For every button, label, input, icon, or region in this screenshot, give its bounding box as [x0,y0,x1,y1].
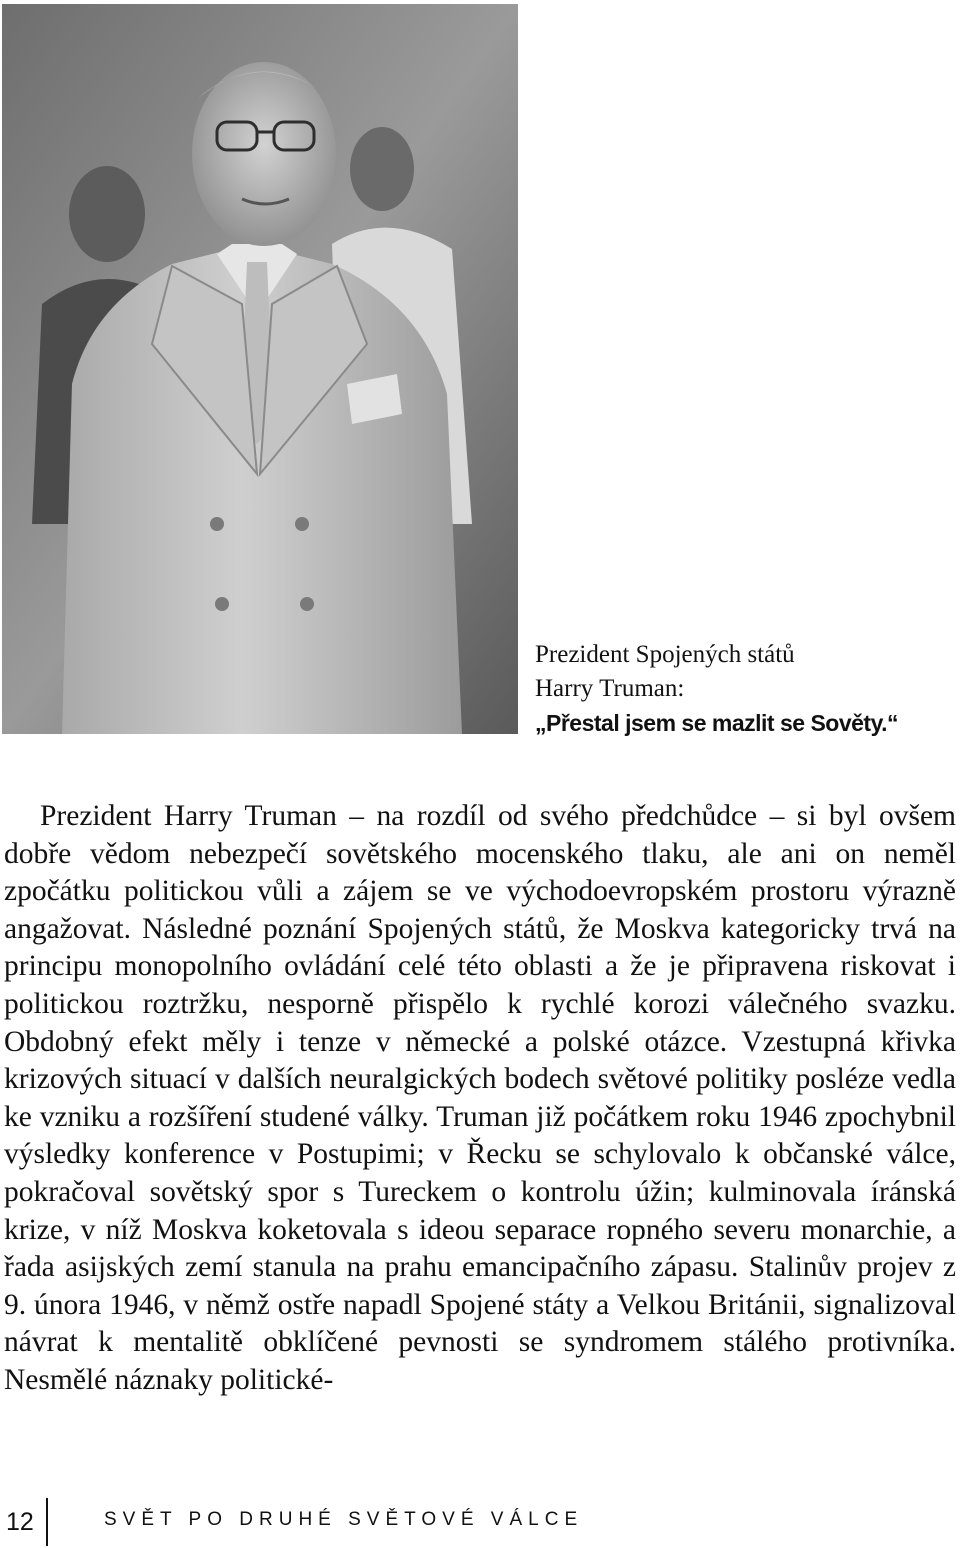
page-footer [0,1490,960,1548]
caption-line-2: Harry Truman: [535,675,685,702]
footer-divider [46,1498,48,1546]
caption-line-1: Prezident Spojených států [535,641,795,668]
photo-caption [535,638,955,740]
truman-photo [2,4,518,734]
caption-quote: „Přestal jsem se mazlit se Sověty.“ [535,710,899,736]
running-head: SVĚT PO DRUHÉ SVĚTOVÉ VÁLCE [104,1509,584,1530]
portrait-image [2,4,518,734]
body-paragraph: Prezident Harry Truman – na rozdíl od svého předchůdce – si byl ovšem dobře vědom nebezpečí sovětského mocenského tlaku, ale ani on neměl zpočátku politickou vůli a zájem se ve východoevropském prostoru výrazně angažovat. Následné poznání Spojených států, že Moskva kategoricky trvá na principu monopolního ovládání celé této oblasti a že je připravena riskovat i politickou roztržku, nesporně přispělo k rychlé korozi válečného svazku. Obdobný efekt měly i tenze v německé a polské otázce. Vzestupná křivka krizových situací v dalších neuralgických bodech světové politiky posléze vedla ke vzniku a rozšíření studené války. Truman již počátkem roku 1946 zpochybnil výsledky konference v Postupimi; v Řecku se schylovalo k občanské válce, pokračoval sovětský spor s Tureckem o kontrolu úžin; kulminovala íránská krize, v níž Moskva koketovala s ideou separace ropného severu monarchie, a řada asijských zemí stanula na prahu emancipačního zápasu. Stalinův projev z 9. února 1946, v němž ostře napadl Spojené státy a Velkou Británii, signalizoval návrat k mentalitě obklíčené pevnosti se syndromem stálého protivníka. Nesmělé náznaky politické- [4,800,956,1396]
page-number: 12 [6,1508,34,1536]
